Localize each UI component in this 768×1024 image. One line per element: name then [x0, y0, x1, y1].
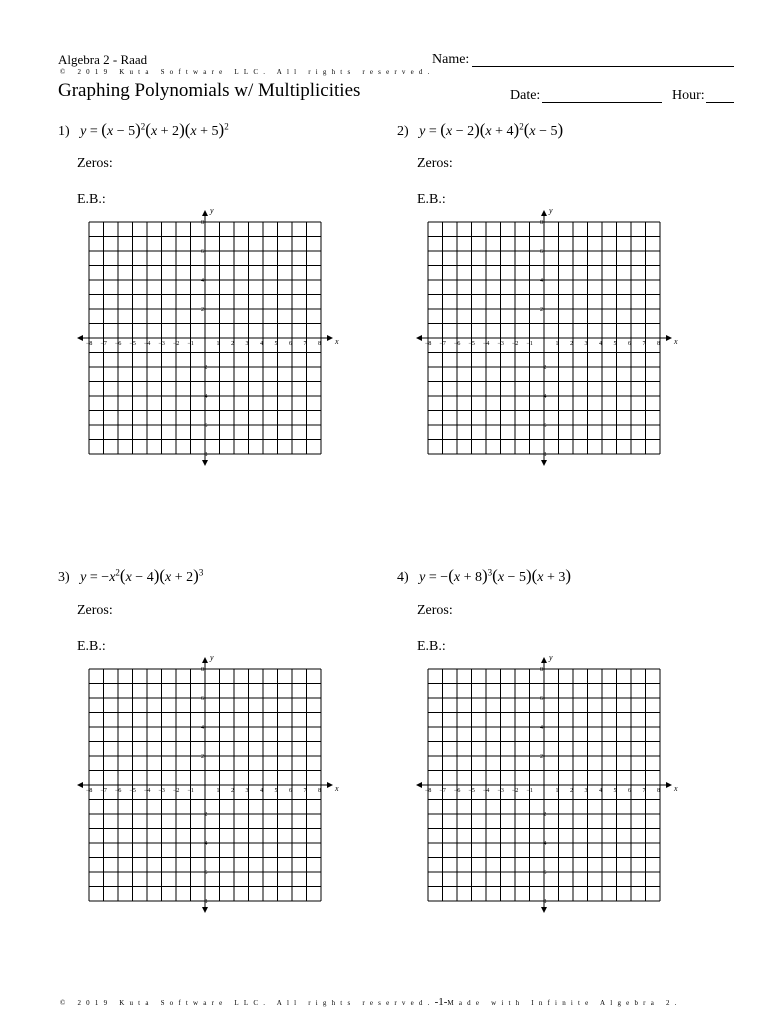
x-tick-label: −4 — [144, 788, 151, 794]
x-tick-label: −3 — [158, 788, 165, 794]
equation: $y = -x^2(x - 4)(x + 2)^3$ — [80, 566, 204, 585]
x-tick-label: −2 — [173, 341, 180, 347]
x-axis-arrow-right-icon — [327, 782, 333, 788]
coordinate-grid-3[interactable] — [75, 652, 339, 917]
y-axis-arrow-up-icon — [541, 657, 547, 663]
x-tick-label: 5 — [274, 788, 278, 794]
problem-3-eb-label: E.B.: — [77, 639, 106, 654]
coordinate-grid-2[interactable] — [414, 205, 678, 470]
problem-number: 1) — [58, 124, 70, 139]
y-tick-label: 2 — [201, 754, 204, 760]
y-axis-label: y — [210, 653, 214, 662]
hour-field-line[interactable] — [706, 102, 734, 103]
equation: $y = (x - 2)(x + 4)^2(x - 5)$ — [419, 120, 564, 139]
y-tick-label: −2 — [201, 812, 208, 818]
x-tick-label: −5 — [468, 788, 475, 794]
x-tick-label: 3 — [584, 341, 588, 347]
equation: $y = (x - 5)^2(x + 2)(x + 5)^2$ — [80, 120, 229, 139]
x-axis-arrow-right-icon — [666, 335, 672, 341]
y-tick-label: 8 — [540, 220, 543, 226]
y-tick-label: −6 — [540, 423, 547, 429]
course-name: Algebra 2 - Raad — [58, 52, 148, 67]
x-axis-arrow-left-icon — [77, 782, 83, 788]
x-tick-label: −6 — [115, 788, 122, 794]
y-tick-label: 8 — [201, 220, 204, 226]
x-tick-label: 6 — [289, 788, 292, 794]
x-tick-label: −7 — [439, 341, 446, 347]
y-tick-label: 6 — [540, 696, 543, 702]
x-tick-label: −1 — [187, 341, 194, 347]
y-tick-label: 6 — [201, 249, 204, 255]
problem-4-equation — [397, 566, 571, 586]
x-tick-label: 8 — [318, 341, 321, 347]
x-tick-label: 8 — [657, 341, 660, 347]
y-tick-label: 8 — [201, 667, 204, 673]
x-axis-label: x — [335, 784, 339, 793]
y-tick-label: −4 — [201, 394, 208, 400]
problem-4-zeros-label: Zeros: — [417, 603, 453, 618]
coordinate-grid-4[interactable] — [414, 652, 678, 917]
y-tick-label: −2 — [540, 365, 547, 371]
x-tick-label: −6 — [454, 788, 461, 794]
y-tick-label: −8 — [201, 452, 208, 458]
y-tick-label: −8 — [540, 899, 547, 905]
x-tick-label: 4 — [599, 341, 602, 347]
x-tick-label: −7 — [439, 788, 446, 794]
problem-4-eb-label: E.B.: — [417, 639, 446, 654]
x-tick-label: 5 — [613, 788, 617, 794]
x-tick-label: −2 — [173, 788, 180, 794]
y-tick-label: 8 — [540, 667, 543, 673]
x-tick-label: −8 — [86, 788, 93, 794]
x-tick-label: 5 — [274, 341, 278, 347]
y-tick-label: −8 — [540, 452, 547, 458]
x-axis-label: x — [674, 337, 678, 346]
x-axis-arrow-right-icon — [327, 335, 333, 341]
problem-2-eb-label: E.B.: — [417, 192, 446, 207]
x-tick-label: −5 — [129, 788, 136, 794]
equation: $y = -(x + 8)^3(x - 5)(x + 3)$ — [419, 566, 572, 585]
problem-number: 2) — [397, 124, 409, 139]
x-tick-label: 3 — [245, 788, 249, 794]
y-tick-label: 6 — [201, 696, 204, 702]
x-tick-label: 2 — [570, 788, 573, 794]
x-tick-label: 3 — [584, 788, 588, 794]
y-axis-arrow-up-icon — [202, 210, 208, 216]
y-tick-label: −4 — [540, 394, 547, 400]
date-field-line[interactable] — [542, 102, 662, 103]
problem-2-zeros-label: Zeros: — [417, 156, 453, 171]
x-tick-label: 7 — [303, 788, 307, 794]
x-tick-label: 1 — [216, 341, 220, 347]
problem-2-equation — [397, 120, 563, 140]
y-tick-label: −6 — [201, 870, 208, 876]
y-axis-arrow-down-icon — [202, 460, 208, 466]
y-tick-label: 2 — [540, 307, 543, 313]
x-tick-label: 7 — [642, 788, 646, 794]
x-axis-arrow-right-icon — [666, 782, 672, 788]
y-axis-arrow-up-icon — [202, 657, 208, 663]
y-tick-label: 6 — [540, 249, 543, 255]
x-axis-arrow-left-icon — [77, 335, 83, 341]
x-tick-label: 2 — [570, 341, 573, 347]
hour-label: Hour: — [672, 88, 705, 103]
x-tick-label: −1 — [526, 341, 533, 347]
x-tick-label: −5 — [129, 341, 136, 347]
y-axis-arrow-up-icon — [541, 210, 547, 216]
x-tick-label: −1 — [187, 788, 194, 794]
x-tick-label: 6 — [289, 341, 292, 347]
x-tick-label: 1 — [555, 788, 559, 794]
y-axis-label: y — [210, 206, 214, 215]
x-tick-label: −1 — [526, 788, 533, 794]
footer-copyright: © 2019 Kuta Software LLC. All rights reserved. — [60, 999, 435, 1007]
x-tick-label: −8 — [86, 341, 93, 347]
footer-made-with: Made with Infinite Algebra 2. — [447, 999, 682, 1007]
x-tick-label: 4 — [260, 788, 263, 794]
x-tick-label: 6 — [628, 341, 631, 347]
x-tick-label: 7 — [303, 341, 307, 347]
problem-number: 3) — [58, 570, 70, 585]
x-tick-label: 3 — [245, 341, 249, 347]
name-field-line[interactable] — [472, 66, 734, 67]
y-tick-label: −8 — [201, 899, 208, 905]
y-tick-label: 2 — [540, 754, 543, 760]
y-axis-arrow-down-icon — [202, 907, 208, 913]
x-tick-label: −4 — [144, 341, 151, 347]
date-label: Date: — [510, 88, 541, 103]
footer — [60, 996, 682, 1008]
problem-3-equation — [58, 566, 203, 586]
x-tick-label: −4 — [483, 788, 490, 794]
x-tick-label: −3 — [158, 341, 165, 347]
y-tick-label: −2 — [201, 365, 208, 371]
x-axis-label: x — [335, 337, 339, 346]
problem-1-eb-label: E.B.: — [77, 192, 106, 207]
x-tick-label: 8 — [318, 788, 321, 794]
x-tick-label: −2 — [512, 788, 519, 794]
x-tick-label: 1 — [555, 341, 559, 347]
x-tick-label: −3 — [497, 788, 504, 794]
x-tick-label: 6 — [628, 788, 631, 794]
x-axis-arrow-left-icon — [416, 335, 422, 341]
problem-3-zeros-label: Zeros: — [77, 603, 113, 618]
name-label: Name: — [432, 52, 470, 67]
x-tick-label: 1 — [216, 788, 220, 794]
page-number: -1- — [434, 996, 448, 1008]
problem-1-zeros-label: Zeros: — [77, 156, 113, 171]
y-tick-label: −6 — [201, 423, 208, 429]
y-tick-label: 4 — [540, 278, 543, 284]
x-tick-label: 8 — [657, 788, 660, 794]
y-axis-label: y — [549, 653, 553, 662]
x-tick-label: 2 — [231, 341, 234, 347]
x-tick-label: 2 — [231, 788, 234, 794]
x-tick-label: −2 — [512, 341, 519, 347]
x-tick-label: −3 — [497, 341, 504, 347]
y-axis-arrow-down-icon — [541, 907, 547, 913]
x-tick-label: 5 — [613, 341, 617, 347]
y-tick-label: 2 — [201, 307, 204, 313]
problem-1-equation — [58, 120, 229, 140]
x-tick-label: −4 — [483, 341, 490, 347]
x-tick-label: −7 — [100, 788, 107, 794]
worksheet-title: Graphing Polynomials w/ Multiplicities — [58, 80, 361, 101]
x-tick-label: −8 — [425, 788, 432, 794]
x-tick-label: −8 — [425, 341, 432, 347]
y-tick-label: 4 — [201, 278, 204, 284]
y-tick-label: −6 — [540, 870, 547, 876]
x-tick-label: 4 — [260, 341, 263, 347]
x-tick-label: 7 — [642, 341, 646, 347]
y-axis-label: y — [549, 206, 553, 215]
x-tick-label: −6 — [115, 341, 122, 347]
y-tick-label: 4 — [201, 725, 204, 731]
y-tick-label: −4 — [540, 841, 547, 847]
x-tick-label: −7 — [100, 341, 107, 347]
y-tick-label: −2 — [540, 812, 547, 818]
x-tick-label: −6 — [454, 341, 461, 347]
x-axis-arrow-left-icon — [416, 782, 422, 788]
coordinate-grid-1[interactable] — [75, 205, 339, 470]
x-tick-label: 4 — [599, 788, 602, 794]
x-tick-label: −5 — [468, 341, 475, 347]
x-axis-label: x — [674, 784, 678, 793]
y-axis-arrow-down-icon — [541, 460, 547, 466]
copyright-notice: © 2019 Kuta Software LLC. All rights reserved. — [60, 68, 435, 76]
y-tick-label: −4 — [201, 841, 208, 847]
y-tick-label: 4 — [540, 725, 543, 731]
problem-number: 4) — [397, 570, 409, 585]
